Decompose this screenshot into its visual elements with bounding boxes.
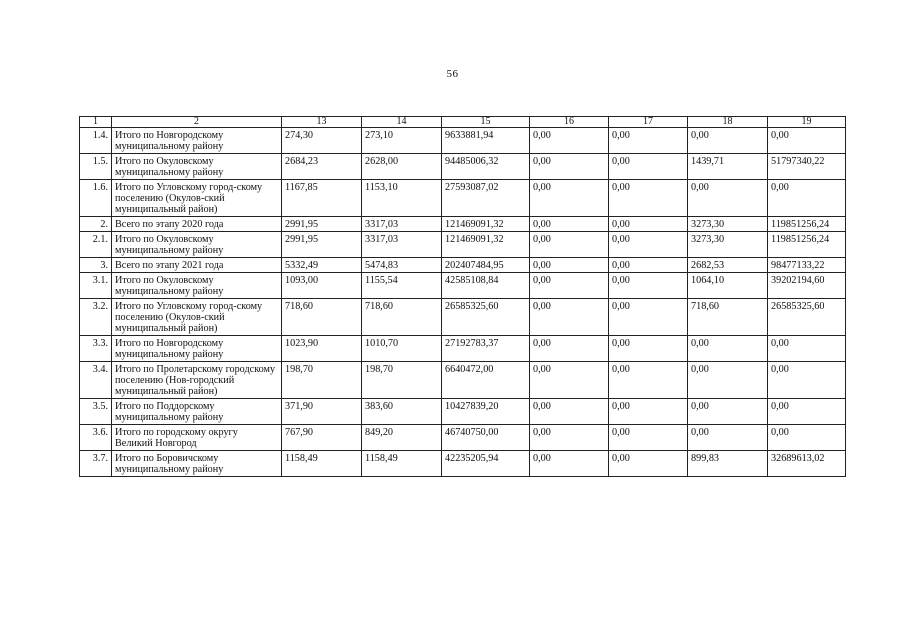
cell-value: 1167,85: [282, 180, 362, 217]
cell-value: 3273,30: [688, 217, 768, 232]
row-number: 3.7.: [80, 451, 112, 477]
cell-value: 0,00: [609, 451, 688, 477]
cell-value: 9633881,94: [442, 128, 530, 154]
row-number: 3.5.: [80, 399, 112, 425]
row-number: 3.2.: [80, 299, 112, 336]
cell-value: 0,00: [609, 258, 688, 273]
cell-value: 42585108,84: [442, 273, 530, 299]
cell-value: 2684,23: [282, 154, 362, 180]
cell-value: 27192783,37: [442, 336, 530, 362]
table-row: [80, 180, 846, 217]
cell-value: 273,10: [362, 128, 442, 154]
cell-value: 0,00: [530, 232, 609, 258]
cell-value: 0,00: [768, 128, 846, 154]
cell-value: 46740750,00: [442, 425, 530, 451]
table-row: [80, 399, 846, 425]
table-row: [80, 232, 846, 258]
cell-value: 371,90: [282, 399, 362, 425]
cell-value: 0,00: [530, 451, 609, 477]
cell-value: 0,00: [530, 180, 609, 217]
row-number: 3.3.: [80, 336, 112, 362]
row-number: 1.4.: [80, 128, 112, 154]
cell-value: 198,70: [282, 362, 362, 399]
column-header: 14: [362, 117, 442, 128]
cell-value: 0,00: [530, 258, 609, 273]
cell-value: 119851256,24: [768, 217, 846, 232]
cell-value: 0,00: [609, 217, 688, 232]
cell-value: 383,60: [362, 399, 442, 425]
table-row: [80, 425, 846, 451]
row-number: 3.6.: [80, 425, 112, 451]
cell-value: 0,00: [688, 180, 768, 217]
cell-value: 718,60: [362, 299, 442, 336]
cell-value: 3317,03: [362, 232, 442, 258]
row-name: Итого по Новгородскому муниципальному району: [112, 336, 282, 362]
cell-value: 10427839,20: [442, 399, 530, 425]
cell-value: 0,00: [530, 299, 609, 336]
cell-value: 98477133,22: [768, 258, 846, 273]
row-name: Итого по Новгородскому муниципальному району: [112, 128, 282, 154]
cell-value: 0,00: [530, 399, 609, 425]
cell-value: 26585325,60: [442, 299, 530, 336]
cell-value: 0,00: [688, 425, 768, 451]
column-header: 16: [530, 117, 609, 128]
cell-value: 6640472,00: [442, 362, 530, 399]
table-row: [80, 217, 846, 232]
row-number: 2.: [80, 217, 112, 232]
row-name: Всего по этапу 2020 года: [112, 217, 282, 232]
cell-value: 1153,10: [362, 180, 442, 217]
table-body: [80, 128, 846, 477]
cell-value: 0,00: [609, 273, 688, 299]
row-name: Итого по Поддорскому муниципальному району: [112, 399, 282, 425]
cell-value: 0,00: [530, 362, 609, 399]
cell-value: 0,00: [688, 362, 768, 399]
table-row: [80, 128, 846, 154]
cell-value: 767,90: [282, 425, 362, 451]
cell-value: 0,00: [609, 336, 688, 362]
row-name: Всего по этапу 2021 года: [112, 258, 282, 273]
cell-value: 2682,53: [688, 258, 768, 273]
cell-value: 5474,83: [362, 258, 442, 273]
row-number: 3.1.: [80, 273, 112, 299]
table-row: [80, 154, 846, 180]
cell-value: 0,00: [609, 232, 688, 258]
cell-value: 1158,49: [362, 451, 442, 477]
cell-value: 849,20: [362, 425, 442, 451]
table-row: [80, 258, 846, 273]
cell-value: 3317,03: [362, 217, 442, 232]
row-name: Итого по Боровичскому муниципальному району: [112, 451, 282, 477]
cell-value: 0,00: [768, 399, 846, 425]
row-number: 3.4.: [80, 362, 112, 399]
cell-value: 1064,10: [688, 273, 768, 299]
cell-value: 0,00: [688, 336, 768, 362]
cell-value: 1439,71: [688, 154, 768, 180]
cell-value: 94485006,32: [442, 154, 530, 180]
column-header: 13: [282, 117, 362, 128]
table-row: [80, 451, 846, 477]
row-name: Итого по Окуловскому муниципальному району: [112, 154, 282, 180]
cell-value: 1023,90: [282, 336, 362, 362]
cell-value: 42235205,94: [442, 451, 530, 477]
cell-value: 39202194,60: [768, 273, 846, 299]
cell-value: 51797340,22: [768, 154, 846, 180]
cell-value: 0,00: [530, 336, 609, 362]
column-header: 1: [80, 117, 112, 128]
table-row: [80, 362, 846, 399]
table-row: [80, 299, 846, 336]
row-name: Итого по Угловскому город-скому поселению (Окулов-ский муниципальный район): [112, 299, 282, 336]
cell-value: 0,00: [768, 336, 846, 362]
cell-value: 5332,49: [282, 258, 362, 273]
row-number: 3.: [80, 258, 112, 273]
cell-value: 0,00: [688, 399, 768, 425]
cell-value: 0,00: [768, 425, 846, 451]
column-header: 19: [768, 117, 846, 128]
cell-value: 0,00: [768, 362, 846, 399]
row-name: Итого по Угловскому город-скому поселению (Окулов-ский муниципальный район): [112, 180, 282, 217]
cell-value: 0,00: [609, 128, 688, 154]
cell-value: 0,00: [609, 154, 688, 180]
table-row: [80, 336, 846, 362]
row-number: 1.5.: [80, 154, 112, 180]
cell-value: 0,00: [609, 425, 688, 451]
cell-value: 32689613,02: [768, 451, 846, 477]
cell-value: 2991,95: [282, 232, 362, 258]
row-name: Итого по городскому округу Великий Новгород: [112, 425, 282, 451]
row-name: Итого по Пролетарскому городскому поселению (Нов-городский муниципальный район): [112, 362, 282, 399]
cell-value: 718,60: [688, 299, 768, 336]
cell-value: 0,00: [609, 299, 688, 336]
cell-value: 0,00: [768, 180, 846, 217]
row-number: 1.6.: [80, 180, 112, 217]
cell-value: 0,00: [609, 362, 688, 399]
column-header: 18: [688, 117, 768, 128]
row-number: 2.1.: [80, 232, 112, 258]
cell-value: 121469091,32: [442, 217, 530, 232]
row-name: Итого по Окуловскому муниципальному району: [112, 273, 282, 299]
cell-value: 27593087,02: [442, 180, 530, 217]
cell-value: 2991,95: [282, 217, 362, 232]
cell-value: 121469091,32: [442, 232, 530, 258]
cell-value: 1093,00: [282, 273, 362, 299]
cell-value: 718,60: [282, 299, 362, 336]
cell-value: 202407484,95: [442, 258, 530, 273]
cell-value: 26585325,60: [768, 299, 846, 336]
cell-value: 0,00: [688, 128, 768, 154]
table-header-row: [80, 117, 846, 128]
cell-value: 0,00: [530, 154, 609, 180]
cell-value: 0,00: [530, 217, 609, 232]
column-header: 2: [112, 117, 282, 128]
cell-value: 0,00: [609, 399, 688, 425]
cell-value: 2628,00: [362, 154, 442, 180]
page-number: 56: [446, 68, 459, 80]
cell-value: 119851256,24: [768, 232, 846, 258]
column-header: 15: [442, 117, 530, 128]
cell-value: 198,70: [362, 362, 442, 399]
cell-value: 1010,70: [362, 336, 442, 362]
cell-value: 0,00: [530, 273, 609, 299]
data-table: [79, 116, 846, 477]
cell-value: 1155,54: [362, 273, 442, 299]
row-name: Итого по Окуловскому муниципальному району: [112, 232, 282, 258]
cell-value: 899,83: [688, 451, 768, 477]
cell-value: 0,00: [530, 425, 609, 451]
column-header: 17: [609, 117, 688, 128]
cell-value: 274,30: [282, 128, 362, 154]
table-row: [80, 273, 846, 299]
cell-value: 0,00: [530, 128, 609, 154]
cell-value: 3273,30: [688, 232, 768, 258]
cell-value: 1158,49: [282, 451, 362, 477]
cell-value: 0,00: [609, 180, 688, 217]
